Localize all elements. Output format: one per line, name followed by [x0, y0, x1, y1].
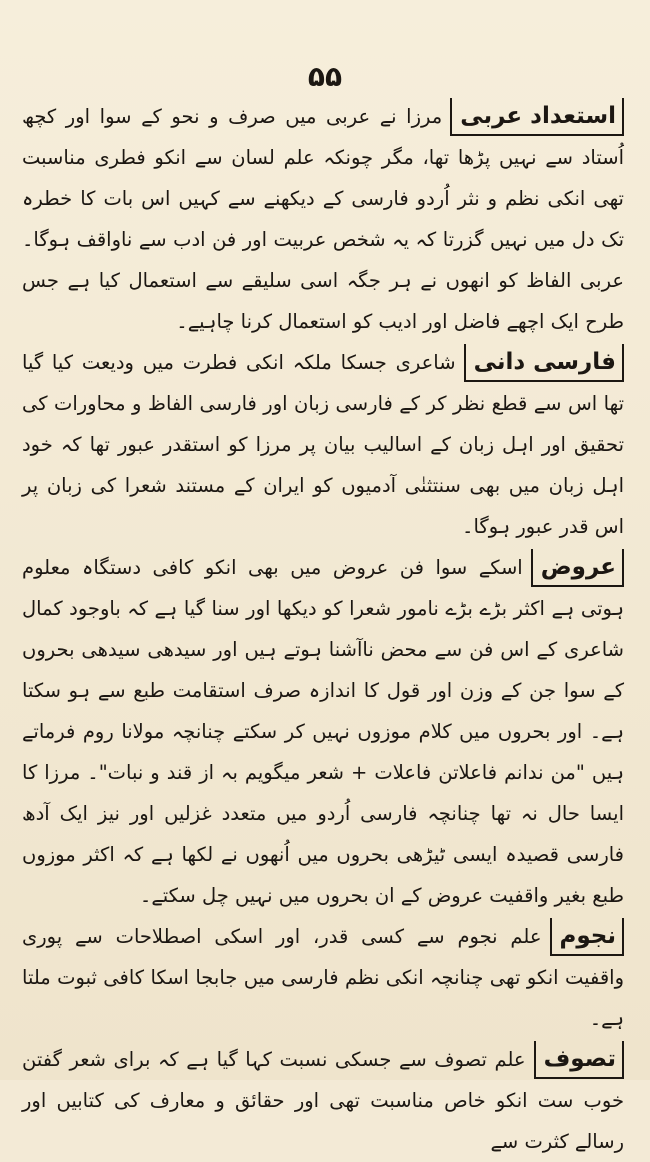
section-arabic [22, 96, 624, 342]
section-heading: فارسی دانی [464, 344, 624, 382]
section-heading: نجوم [550, 918, 625, 956]
section-prosody [22, 547, 624, 916]
section-heading: تصوف [534, 1041, 624, 1079]
section-text: شاعری جسکا ملکہ انکی فطرت میں ودیعت کیا گیا تھا اس سے قطع نظر کر کے فارسی زبان اور فارسی الفاظ و محاورات کی تحقیق اور اہل زبان کے اسالیب بیان پر مرزا کو استقدر عبور تھا کہ خود اہل زبان میں بھی سنتثنٰی آدمیوں کو ایران کے مستند شعرا کی زبان پر اس قدر عبور ہوگا۔ [22, 351, 624, 538]
page-body [22, 96, 624, 1162]
section-text: علم تصوف سے جسکی نسبت کہا گیا ہے کہ برای شعر گفتن خوب ست انکو خاص مناسبت تھی اور حقائق و معارف کی کتابیں اور رسالے کثرت سے [22, 1048, 624, 1153]
section-text: مرزا نے عربی میں صرف و نحو کے سوا اور کچھ اُستاد سے نہیں پڑھا تھا، مگر چونکہ علم لسان سے انکو فطری مناسبت تھی انکی نظم و نثر اُردو فارسی کے دیکھنے سے کہیں اس بات کا خطرہ تک دل میں نہیں گزرتا کہ یہ شخص عربیت اور فن ادب سے ناواقف ہوگا۔ عربی الفاظ کو انھوں نے ہر جگہ اسی سلیقے سے استعمال کیا ہے جس طرح ایک اچھے فاضل اور ادیب کو استعمال کرنا چاہیے۔ [22, 105, 624, 333]
section-heading: استعداد عربی [450, 98, 624, 136]
page-number: ۵۵ [307, 60, 343, 93]
section-text: علم نجوم سے کسی قدر، اور اسکی اصطلاحات سے پوری واقفیت انکو تھی چنانچہ انکی نظم فارسی میں جابجا اسکا کافی ثبوت ملتا ہے۔ [22, 925, 624, 1030]
section-text: اسکے سوا فن عروض میں بھی انکو کافی دستگاہ معلوم ہوتی ہے اکثر بڑے بڑے نامور شعرا کو دیکھا اور سنا گیا ہے کہ باوجود کمال شاعری کے اس فن سے محض ناآشنا ہوتے ہیں اور سیدھی سیدھی بحروں کے سوا جن کے وزن اور قول کا اندازہ صرف استقامت طبع سے ہو سکتا ہے۔ اور بحروں میں کلام موزوں نہیں کر سکتے چنانچہ مولانا روم فرماتے ہیں "من ندانم فاعلاتن فاعلات + شعر میگویم بہ از قند و نبات"۔ مرزا کا ایسا حال نہ تھا چنانچہ فارسی اُردو میں متعدد غزلیں اور نیز ایک آدھ فارسی قصیدہ ایسی ٹیڑھی بحروں میں اُنھوں نے لکھا ہے کہ اکثر موزوں طبع بغیر واقفیت عروض کے ان بحروں میں نہیں چل سکتے۔ [22, 556, 624, 907]
section-astronomy [22, 916, 624, 1039]
section-persian [22, 342, 624, 547]
section-sufism [22, 1039, 624, 1162]
section-heading: عروض [531, 549, 624, 587]
